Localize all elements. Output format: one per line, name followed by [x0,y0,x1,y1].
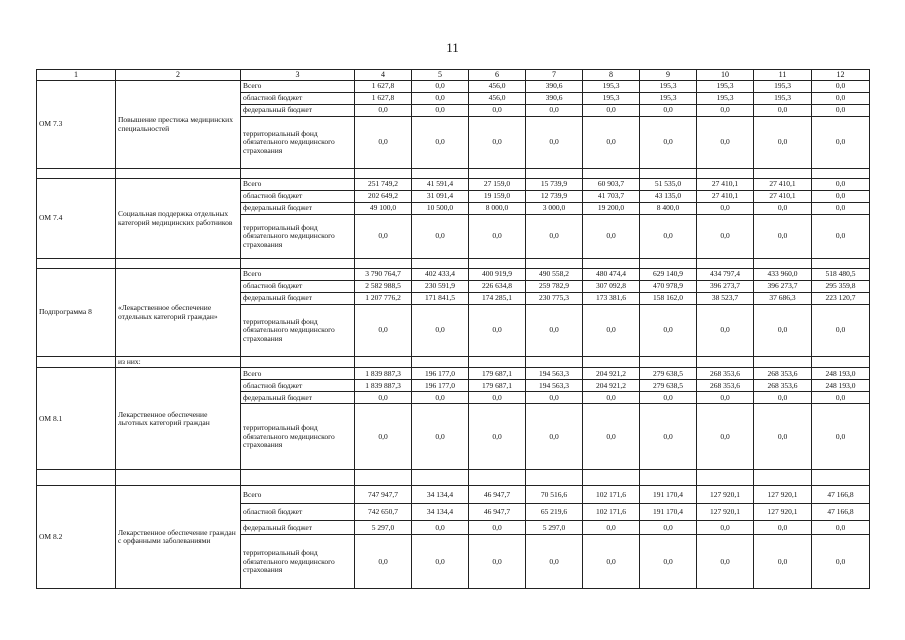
value-cell: 0,0 [583,404,640,470]
iz-nih-empty-cell [754,357,812,368]
value-cell: 127 920,1 [697,504,754,521]
value-cell: 19 159,0 [469,191,526,203]
value-cell: 46 947,7 [469,504,526,521]
header-row [37,70,870,81]
value-cell: 204 921,2 [583,368,640,380]
value-cell: 0,0 [697,203,754,215]
row-kind: территориальный фонд обязательного медицинского страхования [241,404,355,470]
spacer-cell [469,169,526,179]
row-name: Повышение престижа медицинских специальностей [116,81,241,169]
value-cell: 31 091,4 [412,191,469,203]
value-cell: 1 627,8 [355,93,412,105]
value-cell: 0,0 [697,117,754,169]
table-row [37,179,870,191]
value-cell: 195,3 [640,81,697,93]
value-cell: 195,3 [697,93,754,105]
value-cell: 194 563,3 [526,368,583,380]
value-cell: 60 903,7 [583,179,640,191]
value-cell: 0,0 [412,521,469,535]
value-cell: 34 134,4 [412,486,469,504]
value-cell: 0,0 [697,535,754,589]
value-cell: 1 839 887,3 [355,368,412,380]
value-cell: 0,0 [526,305,583,357]
spacer-cell [754,169,812,179]
value-cell: 456,0 [469,81,526,93]
row-kind: Всего [241,269,355,281]
value-cell: 279 638,5 [640,368,697,380]
header-cell-11: 11 [754,70,812,81]
row-kind: территориальный фонд обязательного медицинского страхования [241,305,355,357]
row-kind: областной бюджет [241,191,355,203]
spacer-cell [355,169,412,179]
iz-nih-empty-cell [241,357,355,368]
value-cell: 0,0 [469,404,526,470]
value-cell: 0,0 [812,179,870,191]
value-cell: 0,0 [469,305,526,357]
value-cell: 0,0 [412,404,469,470]
value-cell: 27 410,1 [697,191,754,203]
iz-nih-empty-cell [355,357,412,368]
value-cell: 0,0 [412,392,469,404]
budget-table [36,69,870,589]
value-cell: 0,0 [697,392,754,404]
row-kind: областной бюджет [241,504,355,521]
value-cell: 434 797,4 [697,269,754,281]
header-cell-5: 5 [412,70,469,81]
value-cell: 191 170,4 [640,486,697,504]
spacer-cell [754,470,812,486]
spacer-cell [697,470,754,486]
value-cell: 10 500,0 [412,203,469,215]
value-cell: 0,0 [412,117,469,169]
row-kind: территориальный фонд обязательного медицинского страхования [241,535,355,589]
value-cell: 390,6 [526,93,583,105]
value-cell: 0,0 [412,105,469,117]
value-cell: 230 591,9 [412,281,469,293]
value-cell: 0,0 [355,117,412,169]
spacer-cell [583,169,640,179]
value-cell: 0,0 [355,305,412,357]
row-kind: Всего [241,179,355,191]
value-cell: 0,0 [697,215,754,259]
value-cell: 295 359,8 [812,281,870,293]
value-cell: 179 687,1 [469,380,526,392]
value-cell: 5 297,0 [526,521,583,535]
value-cell: 171 841,5 [412,293,469,305]
value-cell: 49 100,0 [355,203,412,215]
page-number: 11 [446,40,459,55]
row-kind: Всего [241,486,355,504]
value-cell: 102 171,6 [583,504,640,521]
value-cell: 0,0 [469,521,526,535]
value-cell: 0,0 [754,105,812,117]
value-cell: 195,3 [754,93,812,105]
value-cell: 0,0 [355,215,412,259]
spacer-row [37,470,870,486]
value-cell: 251 749,2 [355,179,412,191]
value-cell: 0,0 [412,535,469,589]
spacer-row [37,169,870,179]
row-code: ОМ 7.4 [37,179,116,259]
value-cell: 19 200,0 [583,203,640,215]
value-cell: 0,0 [640,535,697,589]
row-name: Лекарственное обеспечение льготных категорий граждан [116,368,241,470]
value-cell: 5 297,0 [355,521,412,535]
header-cell-9: 9 [640,70,697,81]
value-cell: 0,0 [812,535,870,589]
spacer-cell [812,169,870,179]
value-cell: 174 285,1 [469,293,526,305]
value-cell: 127 920,1 [754,504,812,521]
header-cell-6: 6 [469,70,526,81]
table-row [37,486,870,504]
value-cell: 0,0 [583,521,640,535]
value-cell: 400 919,9 [469,269,526,281]
value-cell: 248 193,0 [812,380,870,392]
value-cell: 127 920,1 [697,486,754,504]
spacer-cell [583,470,640,486]
value-cell: 46 947,7 [469,486,526,504]
row-kind: территориальный фонд обязательного медицинского страхования [241,215,355,259]
value-cell: 248 193,0 [812,368,870,380]
spacer-cell [812,470,870,486]
row-code: ОМ 7.3 [37,81,116,169]
iz-nih-empty-cell [640,357,697,368]
value-cell: 173 381,6 [583,293,640,305]
value-cell: 196 177,0 [412,368,469,380]
value-cell: 65 219,6 [526,504,583,521]
spacer-cell [241,259,355,269]
table-row [37,81,870,93]
spacer-cell [412,169,469,179]
header-cell-10: 10 [697,70,754,81]
row-kind: федеральный бюджет [241,521,355,535]
value-cell: 0,0 [812,203,870,215]
iz-nih-empty-cell [469,357,526,368]
spacer-cell [241,169,355,179]
value-cell: 396 273,7 [754,281,812,293]
spacer-cell [526,169,583,179]
table-body [37,70,870,589]
value-cell: 27 159,0 [469,179,526,191]
value-cell: 15 739,9 [526,179,583,191]
value-cell: 0,0 [812,521,870,535]
row-name: «Лекарственное обеспечение отдельных категорий граждан» [116,269,241,357]
value-cell: 0,0 [640,305,697,357]
value-cell: 43 135,0 [640,191,697,203]
iz-nih-empty-cell [697,357,754,368]
iz-nih-row [37,357,870,368]
value-cell: 0,0 [754,404,812,470]
value-cell: 0,0 [583,535,640,589]
value-cell: 518 480,5 [812,269,870,281]
value-cell: 268 353,6 [754,380,812,392]
value-cell: 402 433,4 [412,269,469,281]
iz-nih-empty-cell [583,357,640,368]
row-kind: федеральный бюджет [241,203,355,215]
value-cell: 230 775,3 [526,293,583,305]
iz-nih-empty-cell [812,357,870,368]
value-cell: 0,0 [640,521,697,535]
value-cell: 0,0 [526,535,583,589]
value-cell: 12 739,9 [526,191,583,203]
value-cell: 194 563,3 [526,380,583,392]
value-cell: 0,0 [812,117,870,169]
spacer-cell [640,169,697,179]
value-cell: 0,0 [469,535,526,589]
value-cell: 2 582 988,5 [355,281,412,293]
value-cell: 0,0 [583,215,640,259]
value-cell: 34 134,4 [412,504,469,521]
value-cell: 1 839 887,3 [355,380,412,392]
row-kind: областной бюджет [241,93,355,105]
row-kind: Всего [241,368,355,380]
value-cell: 0,0 [583,305,640,357]
value-cell: 0,0 [754,392,812,404]
header-cell-7: 7 [526,70,583,81]
value-cell: 0,0 [526,215,583,259]
value-cell: 456,0 [469,93,526,105]
spacer-cell [526,470,583,486]
iz-nih-code-cell [37,357,116,368]
value-cell: 0,0 [697,404,754,470]
value-cell: 41 703,7 [583,191,640,203]
value-cell: 0,0 [697,521,754,535]
value-cell: 0,0 [754,203,812,215]
spacer-cell [37,470,116,486]
value-cell: 0,0 [526,105,583,117]
value-cell: 38 523,7 [697,293,754,305]
value-cell: 0,0 [812,93,870,105]
value-cell: 0,0 [412,305,469,357]
value-cell: 195,3 [754,81,812,93]
value-cell: 196 177,0 [412,380,469,392]
spacer-cell [526,259,583,269]
row-kind: областной бюджет [241,380,355,392]
value-cell: 0,0 [355,535,412,589]
value-cell: 742 650,7 [355,504,412,521]
header-cell-1: 1 [37,70,116,81]
value-cell: 3 790 764,7 [355,269,412,281]
value-cell: 70 516,6 [526,486,583,504]
value-cell: 0,0 [526,117,583,169]
spacer-cell [640,470,697,486]
value-cell: 0,0 [526,404,583,470]
value-cell: 0,0 [754,535,812,589]
value-cell: 0,0 [812,191,870,203]
value-cell: 480 474,4 [583,269,640,281]
value-cell: 0,0 [583,105,640,117]
value-cell: 0,0 [640,117,697,169]
value-cell: 0,0 [754,305,812,357]
spacer-cell [37,259,116,269]
value-cell: 0,0 [355,404,412,470]
table-row [37,368,870,380]
value-cell: 0,0 [812,215,870,259]
header-cell-2: 2 [116,70,241,81]
value-cell: 0,0 [469,215,526,259]
spacer-cell [583,259,640,269]
value-cell: 279 638,5 [640,380,697,392]
value-cell: 195,3 [583,81,640,93]
value-cell: 226 634,8 [469,281,526,293]
row-code: ОМ 8.1 [37,368,116,470]
value-cell: 0,0 [469,105,526,117]
value-cell: 0,0 [412,81,469,93]
value-cell: 1 627,8 [355,81,412,93]
header-cell-3: 3 [241,70,355,81]
value-cell: 27 410,1 [754,191,812,203]
row-kind: федеральный бюджет [241,392,355,404]
value-cell: 0,0 [754,215,812,259]
spacer-cell [241,470,355,486]
spacer-cell [412,470,469,486]
value-cell: 490 558,2 [526,269,583,281]
header-cell-8: 8 [583,70,640,81]
value-cell: 191 170,4 [640,504,697,521]
row-kind: областной бюджет [241,281,355,293]
value-cell: 47 166,8 [812,486,870,504]
value-cell: 0,0 [754,521,812,535]
value-cell: 0,0 [754,117,812,169]
value-cell: 0,0 [697,105,754,117]
value-cell: 27 410,1 [697,179,754,191]
value-cell: 0,0 [412,215,469,259]
value-cell: 629 140,9 [640,269,697,281]
spacer-cell [697,259,754,269]
value-cell: 202 649,2 [355,191,412,203]
row-name: Лекарственное обеспечение граждан с орфанными заболеваниями [116,486,241,589]
spacer-cell [754,259,812,269]
spacer-cell [469,470,526,486]
row-code: Подпрограмма 8 [37,269,116,357]
value-cell: 37 686,3 [754,293,812,305]
value-cell: 127 920,1 [754,486,812,504]
row-kind: территориальный фонд обязательного медицинского страхования [241,117,355,169]
value-cell: 3 000,0 [526,203,583,215]
value-cell: 0,0 [640,105,697,117]
value-cell: 0,0 [526,392,583,404]
iz-nih-empty-cell [412,357,469,368]
row-code: ОМ 8.2 [37,486,116,589]
value-cell: 268 353,6 [697,380,754,392]
spacer-cell [355,470,412,486]
value-cell: 0,0 [412,93,469,105]
row-kind: Всего [241,81,355,93]
value-cell: 268 353,6 [754,368,812,380]
value-cell: 51 535,0 [640,179,697,191]
spacer-cell [116,259,241,269]
value-cell: 470 978,9 [640,281,697,293]
value-cell: 433 960,0 [754,269,812,281]
value-cell: 27 410,1 [754,179,812,191]
value-cell: 0,0 [469,392,526,404]
spacer-cell [469,259,526,269]
spacer-cell [37,169,116,179]
value-cell: 195,3 [583,93,640,105]
table-row [37,269,870,281]
spacer-cell [812,259,870,269]
value-cell: 747 947,7 [355,486,412,504]
value-cell: 0,0 [812,404,870,470]
value-cell: 223 120,7 [812,293,870,305]
value-cell: 0,0 [812,392,870,404]
value-cell: 0,0 [355,105,412,117]
value-cell: 390,6 [526,81,583,93]
value-cell: 102 171,6 [583,486,640,504]
value-cell: 0,0 [583,392,640,404]
iz-nih-label: из них: [116,357,241,368]
value-cell: 204 921,2 [583,380,640,392]
spacer-cell [116,470,241,486]
value-cell: 0,0 [812,105,870,117]
value-cell: 179 687,1 [469,368,526,380]
spacer-row [37,259,870,269]
value-cell: 0,0 [583,117,640,169]
value-cell: 41 591,4 [412,179,469,191]
header-cell-4: 4 [355,70,412,81]
value-cell: 8 000,0 [469,203,526,215]
value-cell: 307 092,8 [583,281,640,293]
row-name: Социальная поддержка отдельных категорий медицинских работников [116,179,241,259]
spacer-cell [640,259,697,269]
value-cell: 8 400,0 [640,203,697,215]
value-cell: 195,3 [697,81,754,93]
row-kind: федеральный бюджет [241,293,355,305]
value-cell: 259 782,9 [526,281,583,293]
value-cell: 0,0 [640,215,697,259]
value-cell: 268 353,6 [697,368,754,380]
value-cell: 0,0 [812,81,870,93]
value-cell: 396 273,7 [697,281,754,293]
spacer-cell [697,169,754,179]
header-cell-12: 12 [812,70,870,81]
value-cell: 0,0 [469,117,526,169]
value-cell: 47 166,8 [812,504,870,521]
value-cell: 0,0 [697,305,754,357]
spacer-cell [116,169,241,179]
spacer-cell [355,259,412,269]
spacer-cell [412,259,469,269]
value-cell: 0,0 [812,305,870,357]
iz-nih-empty-cell [526,357,583,368]
value-cell: 158 162,0 [640,293,697,305]
value-cell: 0,0 [355,392,412,404]
value-cell: 0,0 [640,392,697,404]
value-cell: 0,0 [640,404,697,470]
value-cell: 195,3 [640,93,697,105]
row-kind: федеральный бюджет [241,105,355,117]
value-cell: 1 207 776,2 [355,293,412,305]
